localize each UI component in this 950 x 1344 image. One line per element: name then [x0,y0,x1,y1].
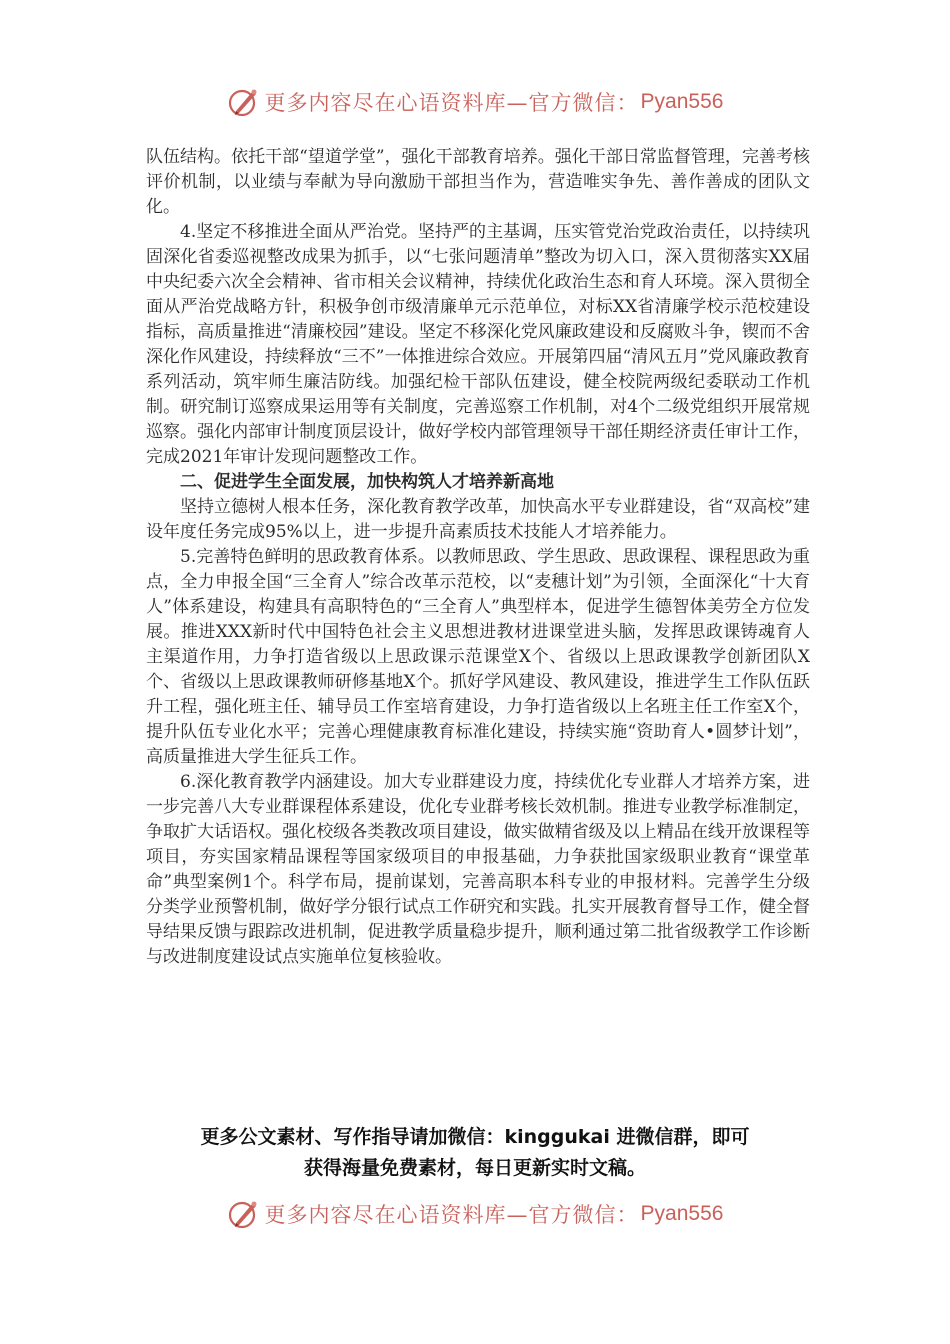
promo-line: 更多公文素材、写作指导请加微信：kinggukai 进微信群，即可 [200,1126,750,1148]
pen-logo-icon [227,1197,261,1231]
banner-text: 更多内容尽在心语资料库—官方微信： [264,1203,639,1227]
footer-banner [0,1194,950,1234]
pen-logo-icon [227,85,261,119]
paragraph: 5.完善特色鲜明的思政教育体系。以教师思政、学生思政、思政课程、课程思政为重点，全力申报全国“三全育人”综合改革示范校，以“麦穗计划”为引领，全面深化“十大育人”体系建设，构建具有高职特色的“三全育人”典型样本，促进学生德智体美劳全方位发展。推进XXX新时代中国特色社会主义思想进教材进课堂进头脑，发挥思政课铸魂育人主渠道作用，力争打造省级以上思政课示范课堂X个、省级以上思政课教学创新团队X个、省级以上思政课教师研修基地X个。抓好学风建设、教风建设，推进学生工作队伍跃升工程，强化班主任、辅导员工作室培育建设，力争打造省级以上名班主任工作室X个，提升队伍专业化水平；完善心理健康教育标准化建设，持续实施“资助育人•圆梦计划”，高质量推进大学生征兵工作。 [146,547,810,767]
header-banner [0,82,950,122]
banner-wechat-id: Pyan556 [640,1202,724,1225]
banner-wechat-id: Pyan556 [640,90,724,113]
paragraph: 4.坚定不移推进全面从严治党。坚持严的主基调，压实管党治党政治责任，以持续巩固深化省委巡视整改成果为抓手，以“七张问题清单”整改为切入口，深入贯彻落实XX届中央纪委六次全会精神、省市相关会议精神，持续优化政治生态和育人环境。深入贯彻全面从严治党战略方针，积极争创市级清廉单元示范单位，对标XX省清廉学校示范校建设指标，高质量推进“清廉校园”建设。坚定不移深化党风廉政建设和反腐败斗争，锲而不舍深化作风建设，持续释放“三不”一体推进综合效应。开展第四届“清风五月”党风廉政教育系列活动，筑牢师生廉洁防线。加强纪检干部队伍建设，健全校院两级纪委联动工作机制。研究制订巡察成果运用等有关制度，完善巡察工作机制，对4个二级党组织开展常规巡察。强化内部审计制度顶层设计，做好学校内部管理领导干部任期经济责任审计工作，完成2021年审计发现问题整改工作。 [146,222,810,467]
section-heading: 二、促进学生全面发展，加快构筑人才培养新高地 [180,472,554,492]
promo-line: 获得海量免费素材，每日更新实时文稿。 [303,1157,646,1179]
document-body [146,145,810,970]
paragraph: 队伍结构。依托干部“望道学堂”，强化干部教育培养。强化干部日常监督管理，完善考核评价机制，以业绩与奉献为导向激励干部担当作为，营造唯实争先、善作善成的团队文化。 [146,147,810,217]
paragraph: 6.深化教育教学内涵建设。加大专业群建设力度，持续优化专业群人才培养方案，进一步完善八大专业群课程体系建设，优化专业群考核长效机制。推进专业教学标准制定，争取扩大话语权。强化校级各类教改项目建设，做实做精省级及以上精品在线开放课程等项目，夯实国家精品课程等国家级项目的申报基础，力争获批国家级职业教育“课堂革命”典型案例1个。科学布局，提前谋划，完善高职本科专业的申报材料。完善学生分级分类学业预警机制，做好学分银行试点工作研究和实践。扎实开展教育督导工作，健全督导结果反馈与跟踪改进机制，促进教学质量稳步提升，顺利通过第二批省级教学工作诊断与改进制度建设试点实施单位复核验收。 [146,772,810,967]
banner-text: 更多内容尽在心语资料库—官方微信： [264,91,639,115]
paragraph: 坚持立德树人根本任务，深化教育教学改革，加快高水平专业群建设，省“双高校”建设年度任务完成95%以上，进一步提升高素质技术技能人才培养能力。 [146,497,810,542]
promo-note [0,1122,950,1184]
